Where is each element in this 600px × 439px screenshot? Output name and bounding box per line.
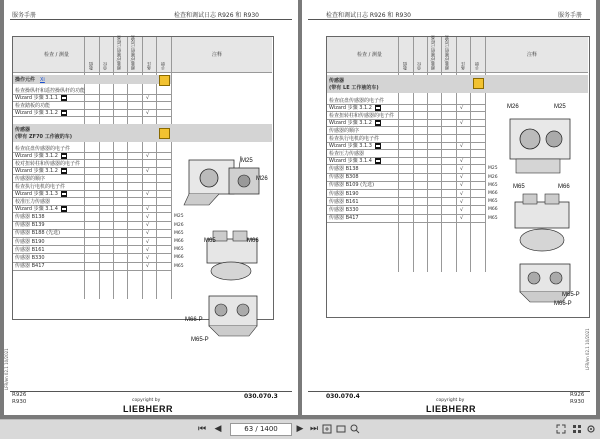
section-operating	[13, 75, 171, 84]
prev-page-button[interactable]: ◀	[214, 424, 222, 434]
row-text: 传感器的顺序	[329, 127, 360, 134]
page-number-input[interactable]: 63 / 1400	[230, 423, 292, 436]
handbook-icon[interactable]	[159, 128, 170, 139]
label-m65: M65	[204, 238, 216, 244]
row-text: Wizard 步骤 3.1.1	[15, 95, 58, 102]
header-right: 检查和调试日志 R926 和 R930	[174, 12, 259, 19]
row-text: 校对扭转柱和传感器的电子件	[15, 160, 81, 167]
check-mark: √	[460, 143, 464, 150]
col-head-5: 手册	[474, 62, 479, 70]
check-mark: √	[146, 246, 150, 253]
copyright-text: copyright by	[436, 398, 465, 403]
check-mark: √	[146, 168, 150, 175]
row-text: 检查操纵杆和遥控操纵杆的功能	[15, 87, 86, 94]
label-m66: M66	[247, 238, 259, 244]
measure-point: M26	[174, 222, 184, 228]
section-sensor-title: 传感器	[15, 127, 31, 133]
row-text: Wizard 步骤 3.1.3	[329, 143, 372, 150]
header-right: 服务手册	[558, 12, 583, 19]
wizard-icon[interactable]	[61, 168, 67, 174]
fit-width-icon[interactable]	[336, 424, 346, 434]
fullscreen-icon[interactable]	[556, 424, 566, 434]
row-text: 检查踏板的功能	[15, 102, 51, 109]
row-text: Wizard 步骤 3.1.4	[15, 206, 58, 213]
measure-point: M65	[174, 230, 184, 236]
handbook-icon[interactable]	[159, 75, 170, 86]
footer-rule	[308, 391, 590, 392]
copyright-text: copyright by	[132, 398, 161, 403]
check-mark: √	[460, 182, 464, 189]
col-notes: 注释	[527, 52, 538, 58]
col-task: 检查 / 测量	[357, 52, 382, 58]
wizard-icon[interactable]	[61, 153, 67, 159]
row-text: 检查扭转柱和传感器的电子件	[329, 112, 395, 119]
header-rule	[10, 19, 292, 20]
label-m26: M26	[256, 176, 268, 182]
check-mark: √	[146, 206, 150, 213]
col-head-0: 数值	[88, 62, 93, 70]
row-text: 检查执行电机的电子件	[15, 183, 66, 190]
col-head-3: 测量/控制值 已设置	[444, 35, 449, 70]
page-number: 030.070.3	[244, 393, 278, 400]
wizard-icon[interactable]	[375, 120, 381, 126]
check-mark: √	[460, 105, 464, 112]
col-head-1: 单位	[416, 62, 421, 70]
row-text: 检查压力传感器	[329, 150, 365, 157]
check-mark: √	[460, 158, 464, 165]
check-mark: √	[146, 191, 150, 198]
row-text: 传感器 B308	[329, 174, 359, 181]
header-left: 服务手册	[12, 12, 37, 19]
measure-point: M65	[174, 263, 184, 269]
measure-point: M65	[488, 215, 498, 221]
section-sensor-title: 传感器	[329, 78, 345, 84]
handbook-icon[interactable]	[473, 78, 484, 89]
row-text: Wizard 步骤 3.1.4	[329, 158, 372, 165]
measure-point: M26	[488, 174, 498, 180]
label-m25: M25	[241, 158, 253, 164]
row-text: 传感器 B190	[15, 238, 45, 245]
row-text: 传感器 B138	[329, 165, 359, 172]
label-m26: M26	[507, 104, 519, 110]
check-mark: √	[146, 153, 150, 160]
footer-model: R926 R930	[12, 392, 27, 405]
page-number: 030.070.4	[326, 393, 360, 400]
check-mark: √	[146, 110, 150, 117]
row-text: 检查底盘传感器的电子件	[15, 145, 71, 152]
next-page-button[interactable]: ▶	[296, 424, 304, 434]
pump-drawing-mid	[507, 190, 582, 255]
check-mark: √	[460, 190, 464, 197]
footer-model: R926 R930	[570, 392, 585, 405]
wizard-icon[interactable]	[375, 158, 381, 164]
measure-point: M25	[488, 166, 498, 172]
last-page-button[interactable]: ⏭	[309, 424, 319, 434]
row-text: 传感器 B330	[329, 206, 359, 213]
wizard-icon[interactable]	[375, 143, 381, 149]
label-m65-p: M65-P	[562, 292, 580, 298]
header-rule	[308, 19, 590, 20]
row-text: 传感器 B161	[15, 246, 45, 253]
wizard-icon[interactable]	[61, 191, 67, 197]
grid-view-icon[interactable]	[572, 424, 582, 434]
check-mark: √	[146, 222, 150, 229]
check-mark: √	[146, 254, 150, 261]
col-head-4: 备注	[146, 62, 151, 70]
col-head-0: 数值	[402, 62, 407, 70]
check-mark: √	[460, 198, 464, 205]
check-mark: √	[460, 206, 464, 213]
liebherr-logo: LIEBHERR	[123, 404, 174, 414]
fit-page-icon[interactable]	[322, 424, 332, 434]
col-head-2: 测量/控制值 已检查	[116, 35, 121, 70]
label-m65-p: M65-P	[191, 337, 209, 343]
col-head-1: 单位	[102, 62, 107, 70]
footer-rule	[10, 391, 292, 392]
header-left: 检查和调试日志 R926 和 R930	[326, 12, 411, 19]
side-doc-code: LFR/en 02.1 10/2021	[4, 348, 9, 390]
viewer-toolbar	[0, 419, 600, 439]
measure-point: M65	[488, 182, 498, 188]
pump-drawing-mid	[199, 225, 269, 283]
measure-point: M25	[174, 214, 184, 220]
pump-drawing-bottom	[199, 290, 269, 340]
col-head-2: 测量/控制值 已检查	[430, 35, 435, 70]
liebherr-logo: LIEBHERR	[426, 404, 477, 414]
measure-point: M65	[488, 199, 498, 205]
label-m25: M25	[554, 104, 566, 110]
col-head-3: 测量/控制值 已设置	[130, 35, 135, 70]
row-text: 传感器 B188 (先选)	[15, 230, 61, 237]
label-m66-p: M66-P	[185, 317, 203, 323]
measure-point: M66	[488, 191, 498, 196]
row-text: Wizard 步骤 3.1.2	[15, 153, 58, 160]
check-mark: √	[460, 174, 464, 181]
section-sensor-sub: (带有 ZF70 工作液的车)	[15, 134, 73, 140]
wizard-icon[interactable]	[61, 95, 67, 101]
check-mark: √	[146, 263, 150, 270]
label-m66: M66	[558, 184, 570, 190]
measure-point: M66	[174, 239, 184, 244]
row-text: Wizard 步骤 3.1.2	[329, 105, 372, 112]
col-notes: 注释	[212, 52, 223, 58]
left-page	[4, 0, 298, 415]
wizard-icon[interactable]	[375, 105, 381, 111]
col-task: 检查 / 测量	[44, 52, 69, 58]
col-head-5: 手册	[160, 62, 165, 70]
row-text: 传感器 B109 (先选)	[329, 182, 375, 189]
row-text: 传感器 B139	[15, 222, 45, 229]
section-operating-title: 操作元件	[15, 77, 36, 83]
right-page	[302, 0, 596, 415]
check-mark: √	[146, 213, 150, 220]
zoom-icon[interactable]	[350, 424, 360, 434]
check-mark: √	[460, 165, 464, 172]
row-text: 传感器 B417	[329, 215, 359, 222]
row-text: 传感器 B190	[329, 190, 359, 197]
row-text: 传感器 B330	[15, 254, 45, 261]
settings-icon[interactable]	[586, 424, 596, 434]
row-text: 传感器 B417	[15, 263, 45, 270]
check-mark: √	[146, 230, 150, 237]
measure-point: M66	[174, 255, 184, 261]
row-text: 传感器 B138	[15, 213, 45, 220]
check-mark: √	[460, 120, 464, 127]
pump-drawing-top	[502, 105, 587, 180]
row-text: 检查执行电机的电子件	[329, 135, 380, 142]
row-text: Wizard 步骤 3.1.2	[15, 110, 58, 117]
label-m65: M65	[513, 184, 525, 190]
row-text: 检查底盘传感器的电子件	[329, 97, 385, 104]
row-text: Wizard 步骤 3.1.2	[329, 120, 372, 127]
measure-point: M65	[174, 247, 184, 253]
row-text: 传感器 B161	[329, 198, 359, 205]
col-head-4: 备注	[460, 62, 465, 70]
check-mark: √	[460, 215, 464, 222]
section-operating-link[interactable]: Xi	[40, 77, 45, 83]
wizard-icon[interactable]	[61, 110, 67, 116]
section-sensor-sub: (带有 LE 工作液的车)	[329, 85, 379, 91]
first-page-button[interactable]: ⏮	[197, 424, 207, 434]
label-m66-p: M66-P	[554, 301, 572, 307]
row-text: 校准压力传感器	[15, 198, 51, 205]
measure-point: M66	[488, 207, 498, 213]
wizard-icon[interactable]	[61, 206, 67, 212]
row-text: Wizard 步骤 3.1.3	[15, 191, 58, 198]
row-text: 传感器的顺序	[15, 175, 46, 182]
side-doc-code: LFR/en 02.1 10/2021	[585, 328, 590, 370]
check-mark: √	[146, 238, 150, 245]
check-mark: √	[146, 95, 150, 102]
row-text: Wizard 步骤 3.1.2	[15, 168, 58, 175]
